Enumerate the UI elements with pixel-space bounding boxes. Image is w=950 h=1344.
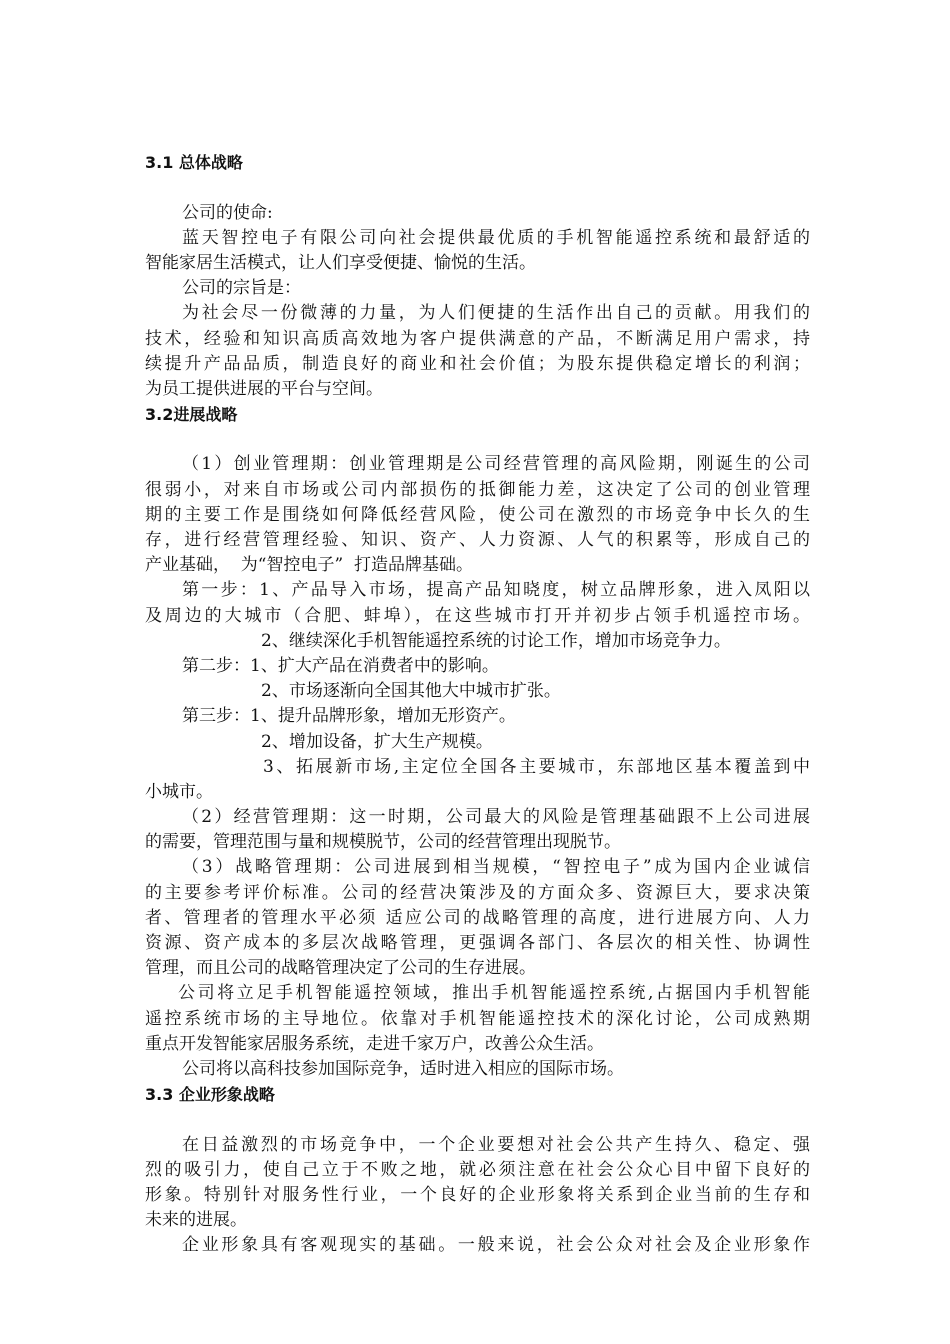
paragraph-line: 企业形象具有客观现实的基础。一般来说，社会公众对社会及企业形象作 (182, 1235, 810, 1256)
paragraph-line: 续提升产品品质，制造良好的商业和社会价值；为股东提供稳定增长的利润； (145, 353, 810, 374)
step-line: 2、市场逐渐向全国其他大中城市扩张。 (261, 681, 561, 702)
step-line: 2、继续深化手机智能遥控系统的讨论工作，增加市场竞争力。 (261, 630, 731, 651)
step-line: 小城市。 (145, 781, 213, 802)
paragraph-line: 智能家居生活模式，让人们享受便捷、愉悦的生活。 (145, 252, 536, 273)
step-line: 3、拓展新市场,主定位全国各主要城市，东部地区基本覆盖到中 (263, 756, 810, 777)
document-page (145, 125, 810, 1258)
step-line: 第三步：1、提升品牌形象，增加无形资产。 (182, 706, 516, 727)
paragraph-line: 为社会尽一份微薄的力量，为人们便捷的生活作出自己的贡献。用我们的 (182, 303, 810, 324)
paragraph-line: 者、管理者的管理水平必须 适应公司的战略管理的高度，进行进展方向、人力 (145, 907, 810, 928)
step-line: 第二步：1、扩大产品在消费者中的影响。 (182, 655, 499, 676)
paragraph-line: 资源、资产成本的多层次战略管理，更强调各部门、各层次的相关性、协调性 (145, 933, 810, 953)
step-line: 及周边的大城市（合肥、蚌埠），在这些城市打开并初步占领手机遥控市场。 (145, 605, 810, 626)
paragraph-line: 形象。特别针对服务性行业，一个良好的企业形象将关系到企业当前的生存和 (145, 1184, 810, 1205)
section-heading-3-3: 3.3 企业形象战略 (145, 1085, 275, 1105)
paragraph-line: 的需要，管理范围与量和规模脱节，公司的经营管理出现脱节。 (145, 832, 621, 853)
step-line: 第一步：1、产品导入市场，提高产品知晓度，树立品牌形象，进入凤阳以 (182, 580, 810, 601)
section-heading-3-2: 3.2进展战略 (145, 405, 238, 425)
paragraph-line: 存，进行经营管理经验、知识、资产、人力资源、人气的积累等，形成自己的 (145, 530, 810, 550)
paragraph-line: 遥控系统市场的主导地位。依靠对手机智能遥控技术的深化讨论，公司成熟期 (145, 1008, 810, 1029)
paragraph-line: 管理，而且公司的战略管理决定了公司的生存进展。 (145, 958, 536, 979)
paragraph-line: （3）战略管理期：公司进展到相当规模，“智控电子”成为国内企业诚信 (182, 857, 810, 878)
paragraph-line: （2）经营管理期：这一时期，公司最大的风险是管理基础跟不上公司进展 (182, 807, 810, 828)
paragraph-line: 的主要参考评价标准。公司的经营决策涉及的方面众多、资源巨大，要求决策 (145, 882, 810, 903)
paragraph-line: 公司将立足手机智能遥控领域，推出手机智能遥控系统,占据国内手机智能 (178, 983, 810, 1004)
paragraph-line: 产业基础， 为“智控电子” 打造品牌基础。 (145, 555, 473, 576)
paragraph-line: 期的主要工作是围绕如何降低经营风险，使公司在激烈的市场竞争中长久的生 (145, 504, 810, 525)
paragraph-line: 蓝天智控电子有限公司向社会提供最优质的手机智能遥控系统和最舒适的 (182, 227, 810, 248)
paragraph-line: 很弱小，对来自市场或公司内部损伤的抵御能力差，这决定了公司的创业管理 (145, 479, 810, 500)
section-heading-3-1: 3.1 总体战略 (145, 153, 243, 173)
paragraph-line: （1）创业管理期：创业管理期是公司经营管理的高风险期，刚诞生的公司 (182, 454, 810, 475)
paragraph-line: 公司的宗旨是： (182, 278, 301, 299)
paragraph-line: 公司的使命: (182, 202, 273, 223)
paragraph-line: 为员工提供进展的平台与空间。 (145, 378, 383, 399)
paragraph-line: 技术，经验和知识高质高效地为客户提供满意的产品，不断满足用户需求，持 (145, 328, 810, 349)
paragraph-line: 公司将以高科技参加国际竞争，适时进入相应的国际市场。 (182, 1058, 624, 1079)
paragraph-line: 在日益激烈的市场竞争中，一个企业要想对社会公共产生持久、稳定、强 (182, 1134, 810, 1155)
paragraph-line: 烈的吸引力，使自己立于不败之地，就必须注意在社会公众心目中留下良好的 (145, 1159, 810, 1180)
paragraph-line: 未来的进展。 (145, 1210, 247, 1231)
paragraph-line: 重点开发智能家居服务系统，走进千家万户，改善公众生活。 (145, 1033, 604, 1054)
step-line: 2、增加设备，扩大生产规模。 (261, 731, 493, 752)
